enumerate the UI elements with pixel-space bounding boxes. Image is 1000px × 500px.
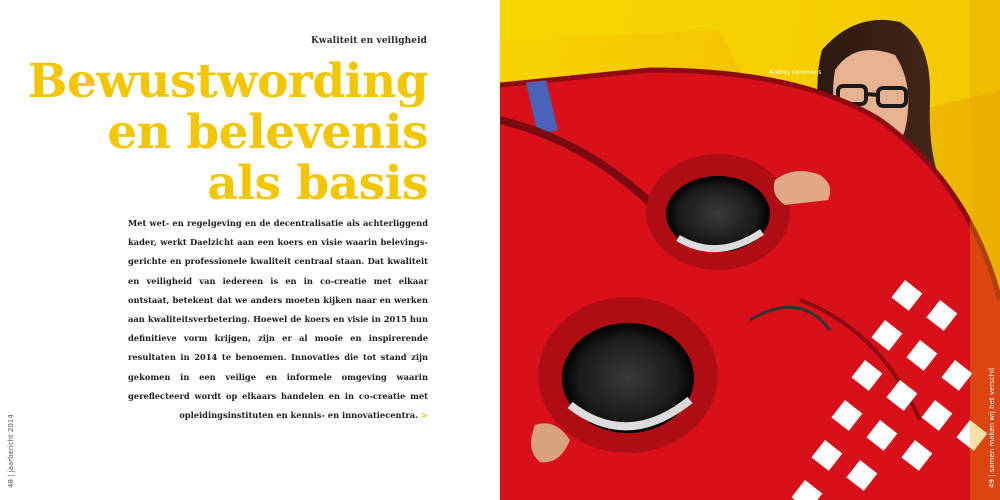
rocket-window-bottom [538,297,718,453]
intro-paragraph [128,214,428,425]
read-more-arrow-icon[interactable]: > [421,410,428,421]
section-label: Kwaliteit en veiligheid [310,36,427,46]
photo-caption: Audrey Lemmens [769,69,822,76]
page-number-left: 48 | jaarbericht 2014 [7,414,15,488]
page-number-right: 49 | samen maken wij het verschil [988,367,996,488]
headline-line-3: als basis [207,156,428,211]
photo-woman-with-rocket [500,0,1000,500]
rocket-window-top [646,154,790,270]
headline-line-2: en belevenis [107,105,428,160]
headline [28,56,428,209]
right-page [500,0,1000,500]
headline-line-1: Bewustwording [27,54,428,109]
intro-text: Met wet- en regelgeving en de decentralisatie als achterliggend kader, werkt Daelzicht aan een koers en visie waarin belevingsgerichte en professionele kwaliteit centraal staan. Dat kwaliteit en veiligheid van iedereen is en in co-creatie met elkaar ontstaat, betekent dat we anders moeten kijken naar en werken aan kwaliteitsverbetering. Hoewel de koers en visie in 2015 hun definitieve vorm krijgen, zijn er al mooie en inspirerende resultaten in 2014 te benoemen. Innovaties die tot stand zijn gekomen in een veilige en informele omgeving waarin gereflecteerd wordt op elkaars handelen en in co-creatie met opleidingsinstituten en kennis- en innovatiecentra. [128,218,428,421]
